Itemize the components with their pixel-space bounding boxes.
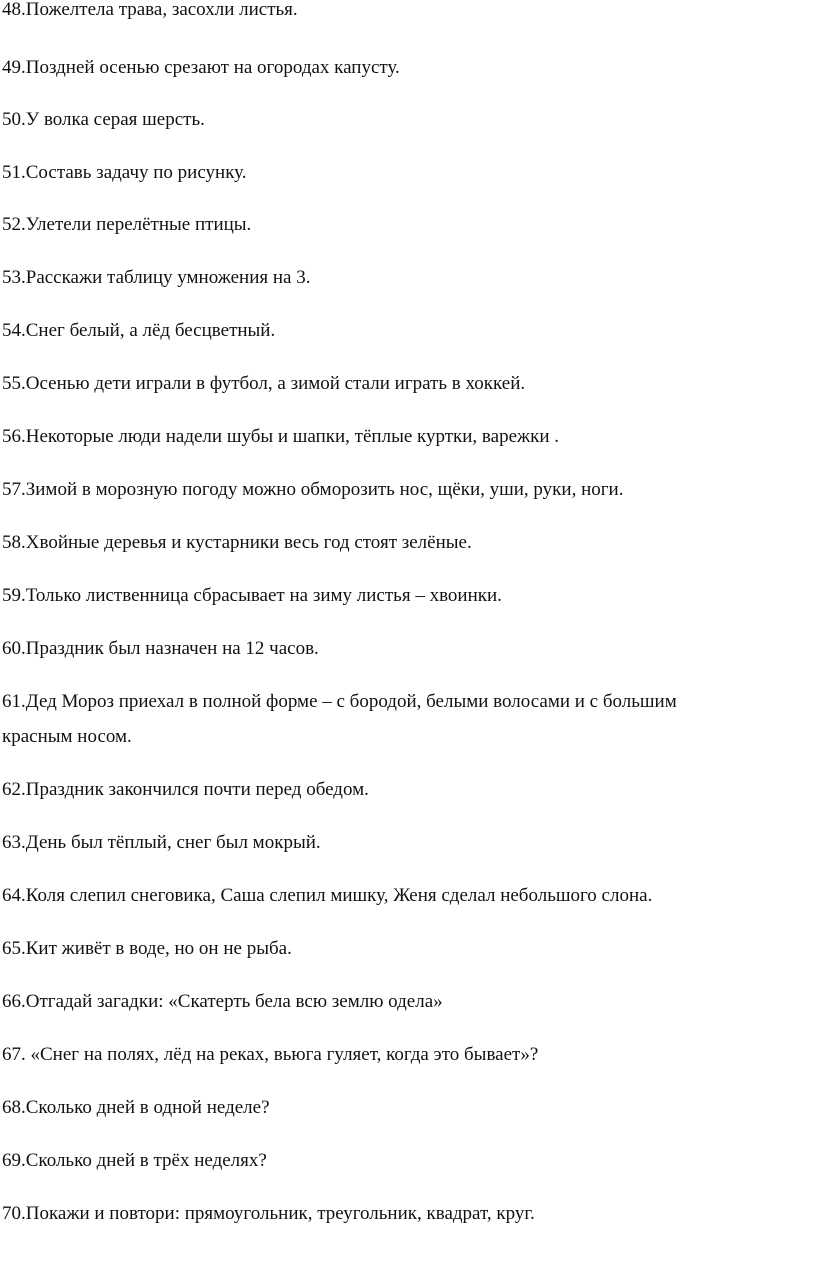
- sentence-70: 70.Покажи и повтори: прямоугольник, треугольник, квадрат, круг.: [2, 1203, 535, 1224]
- sentence-65: 65.Кит живёт в воде, но он не рыба.: [2, 938, 292, 959]
- sentence-54: 54.Снег белый, а лёд бесцветный.: [2, 320, 276, 341]
- sentence-60: 60.Праздник был назначен на 12 часов.: [2, 638, 319, 659]
- sentence-58: 58.Хвойные деревья и кустарники весь год стоят зелёные.: [2, 532, 472, 553]
- sentence-57: 57.Зимой в морозную погоду можно обморозить нос, щёки, уши, руки, ноги.: [2, 479, 624, 500]
- sentence-67: 67. «Снег на полях, лёд на реках, вьюга гуляет, когда это бывает»?: [2, 1044, 539, 1065]
- sentence-64: 64.Коля слепил снеговика, Саша слепил мишку, Женя сделал небольшого слона.: [2, 885, 653, 906]
- sentence-49: 49.Поздней осенью срезают на огородах капусту.: [2, 57, 400, 78]
- sentence-55: 55.Осенью дети играли в футбол, а зимой стали играть в хоккей.: [2, 373, 526, 394]
- sentence-63: 63.День был тёплый, снег был мокрый.: [2, 832, 321, 853]
- sentence-52: 52.Улетели перелётные птицы.: [2, 214, 252, 235]
- sentence-62: 62.Праздник закончился почти перед обедом.: [2, 779, 369, 800]
- sentence-61: 61.Дед Мороз приехал в полной форме – с бородой, белыми волосами и с большим: [2, 691, 677, 712]
- sentence-50: 50.У волка серая шерсть.: [2, 109, 205, 130]
- sentence-61-cont: красным носом.: [2, 726, 132, 747]
- sentence-56: 56.Некоторые люди надели шубы и шапки, тёплые куртки, варежки .: [2, 426, 560, 447]
- sentence-53: 53.Расскажи таблицу умножения на 3.: [2, 267, 311, 288]
- sentence-59: 59.Только лиственница сбрасывает на зиму листья – хвоинки.: [2, 585, 502, 606]
- sentence-66: 66.Отгадай загадки: «Скатерть бела всю землю одела»: [2, 991, 443, 1012]
- sentence-48: 48.Пожелтела трава, засохли листья.: [2, 0, 298, 20]
- sentence-51: 51.Составь задачу по рисунку.: [2, 162, 247, 183]
- sentence-69: 69.Сколько дней в трёх неделях?: [2, 1150, 267, 1171]
- sentence-68: 68.Сколько дней в одной неделе?: [2, 1097, 270, 1118]
